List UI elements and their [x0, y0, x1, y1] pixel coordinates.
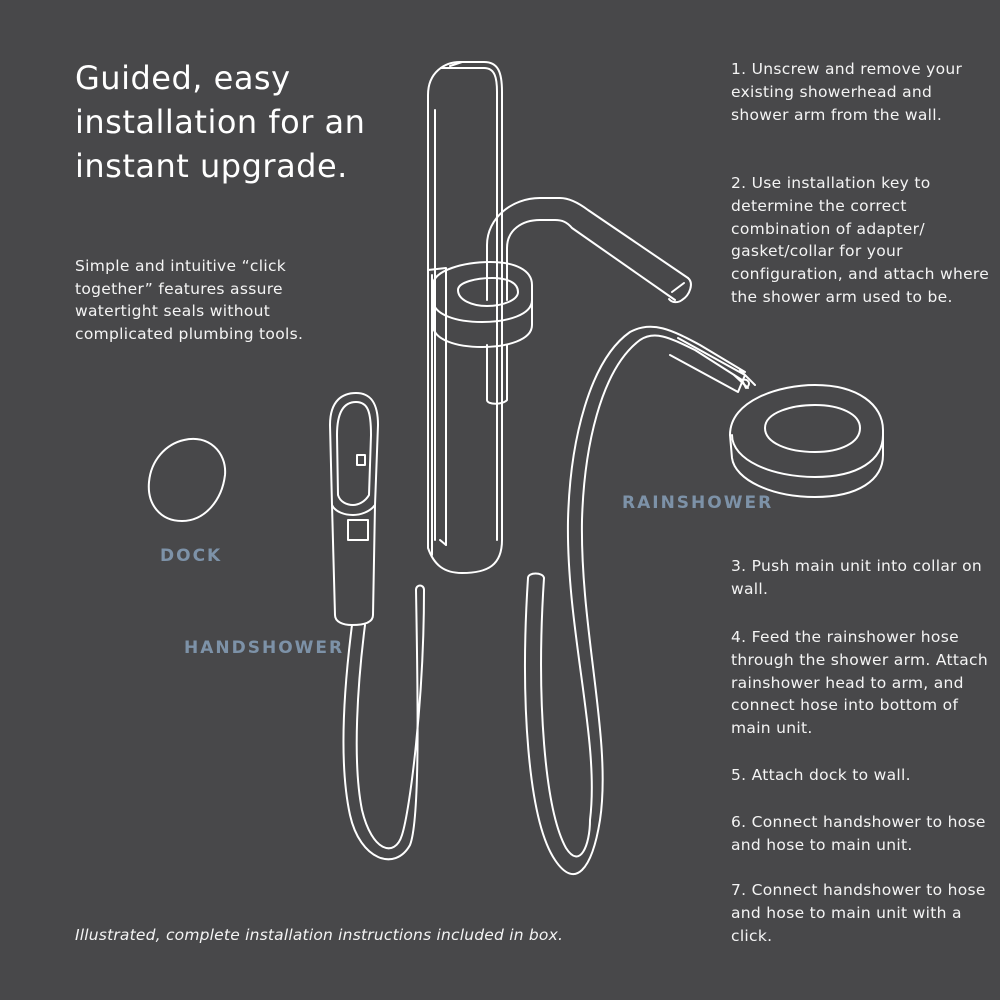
intro-text: Simple and intuitive “click together” features assure watertight seals without complicated plumbing tools.: [75, 257, 304, 344]
dock-label: DOCK: [160, 546, 223, 566]
step-4: 4. Feed the rainshower hose through the shower arm. Attach rainshower head to arm, and connect hose into bottom of main unit.: [731, 628, 988, 738]
step-1: 1. Unscrew and remove your existing showerhead and shower arm from the wall.: [731, 60, 963, 124]
handshower-illustration: [330, 393, 424, 859]
dock-illustration: [149, 439, 225, 521]
step-5: 5. Attach dock to wall.: [731, 766, 911, 784]
footnote: Illustrated, complete installation instructions included in box.: [75, 926, 564, 944]
headline: Guided, easy installation for an instant upgrade.: [75, 59, 366, 185]
step-3: 3. Push main unit into collar on wall.: [731, 557, 982, 598]
step-6: 6. Connect handshower to hose and hose to main unit.: [731, 813, 986, 854]
step-7: 7. Connect handshower to hose and hose to main unit with a click.: [731, 881, 986, 945]
handshower-label: HANDSHOWER: [184, 638, 345, 658]
step-2: 2. Use installation key to determine the correct combination of adapter/ gasket/collar for your configuration, and attach where the shower arm used to be.: [731, 174, 990, 306]
rainshower-label: RAINSHOWER: [622, 493, 774, 513]
